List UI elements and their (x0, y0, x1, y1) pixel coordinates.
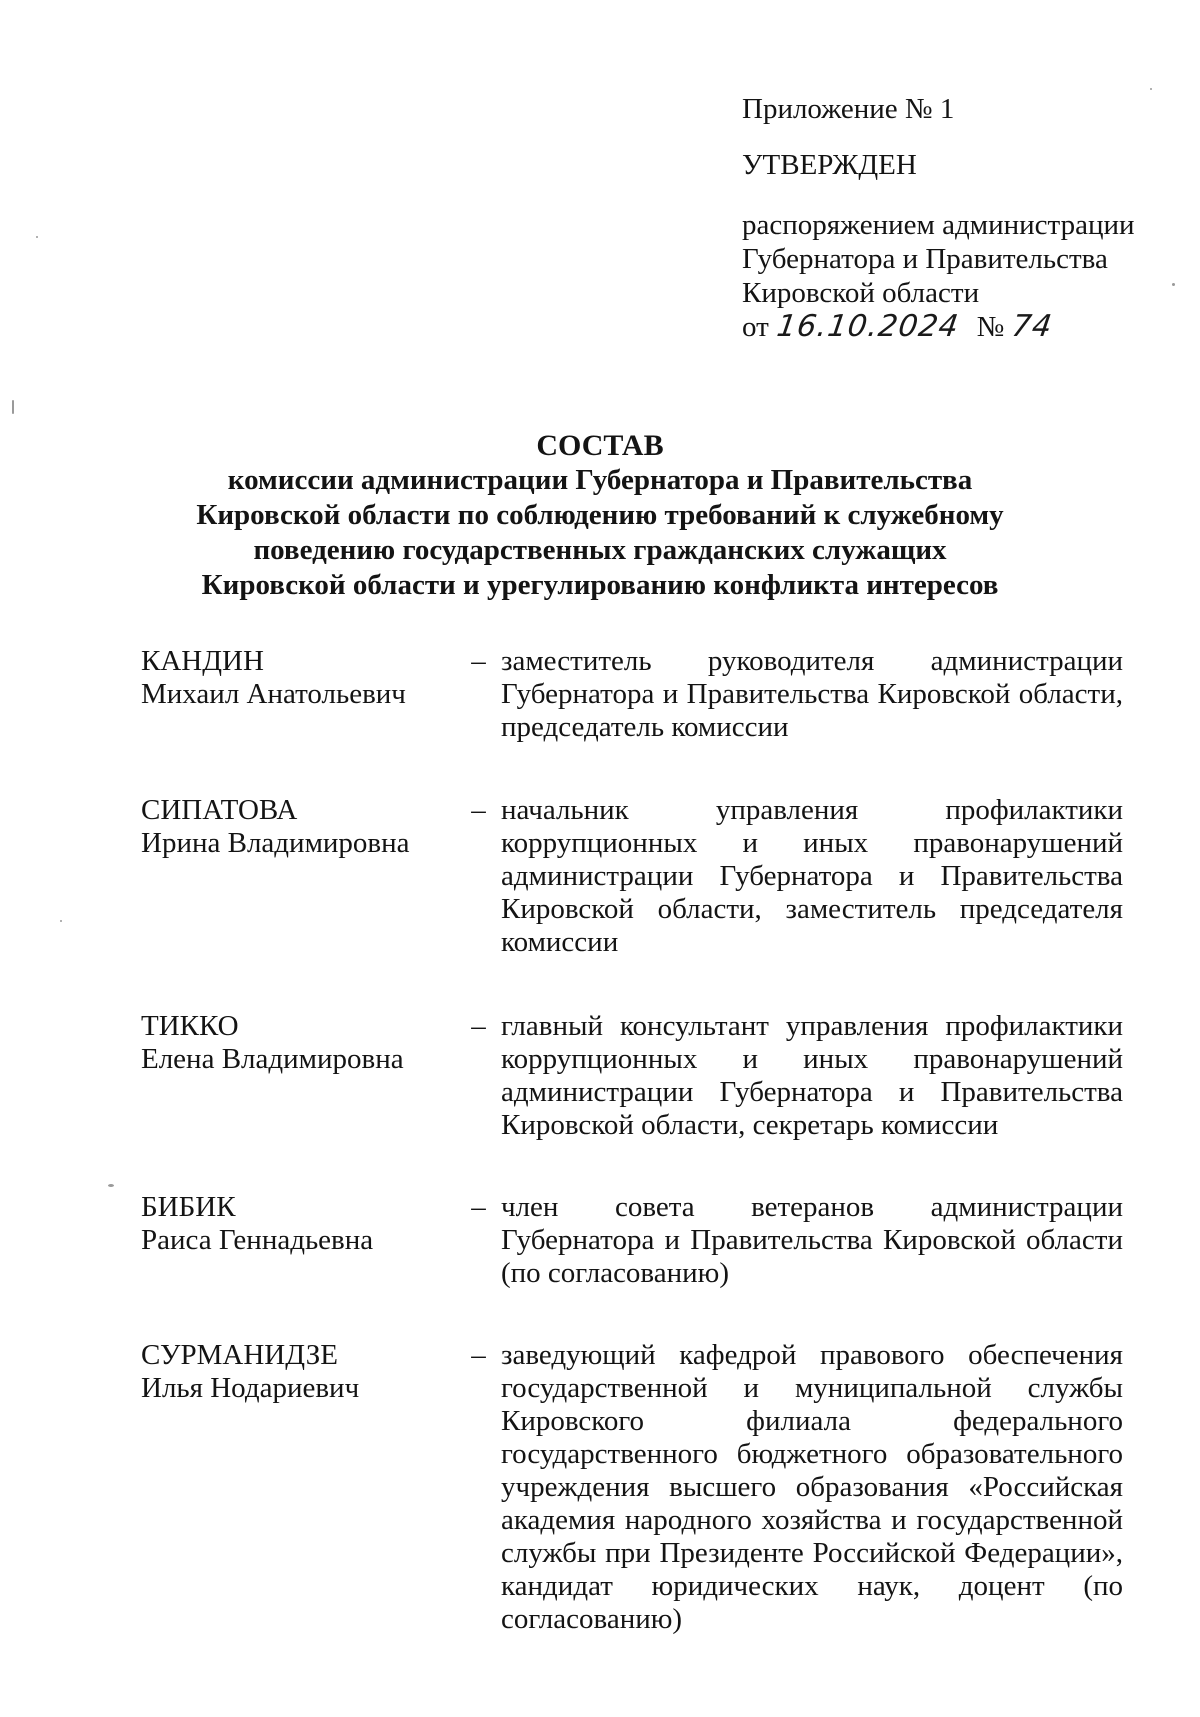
member-surname: ТИККО (141, 1010, 239, 1042)
member-dash: – (471, 1339, 486, 1371)
date-prefix: от (742, 311, 769, 343)
member-name (141, 1191, 456, 1290)
order-line-1: распоряжением администрации (742, 209, 1135, 241)
member-row (141, 1191, 1131, 1290)
member-dash: – (471, 1191, 486, 1223)
title-line-2: Кировской области по соблюдению требований к служебному (196, 499, 1004, 531)
member-surname: КАНДИН (141, 645, 264, 677)
member-role: заместитель руководителя администрации Губернатора и Правительства Кировской области, председатель комиссии (501, 645, 1123, 743)
order-date-line (742, 310, 1142, 344)
member-given-names: Ирина Владимировна (141, 827, 410, 859)
member-given-names: Раиса Геннадьевна (141, 1224, 374, 1256)
scan-speck (1172, 283, 1175, 286)
document-title (150, 428, 1050, 603)
member-surname: СУРМАНИДЗЕ (141, 1339, 338, 1371)
member-row (141, 1339, 1131, 1636)
member-role: член совета ветеранов администрации Губернатора и Правительства Кировской области (по согласованию) (501, 1191, 1123, 1289)
order-line-2: Губернатора и Правительства (742, 243, 1108, 275)
member-surname: СИПАТОВА (141, 794, 298, 826)
title-heading: СОСТАВ (536, 429, 664, 462)
scan-speck (36, 236, 38, 238)
member-name (141, 645, 456, 744)
scan-speck (108, 1184, 114, 1187)
title-line-1: комиссии администрации Губернатора и Правительства (227, 464, 973, 496)
member-name (141, 794, 456, 959)
number-prefix: № (976, 311, 1005, 343)
title-line-4: Кировской области и урегулированию конфликта интересов (201, 569, 999, 601)
member-dash: – (471, 645, 486, 677)
member-surname: БИБИК (141, 1191, 236, 1223)
scan-speck (12, 400, 14, 414)
appendix-label: Приложение № 1 (742, 93, 955, 125)
member-role: главный консультант управления профилактики коррупционных и иных правонарушений администрации Губернатора и Правительства Кировской области, секретарь комиссии (501, 1010, 1123, 1141)
approval-block (742, 92, 1142, 344)
member-row (141, 1010, 1131, 1142)
title-line-3: поведению государственных гражданских служащих (253, 534, 947, 566)
member-dash: – (471, 794, 486, 826)
member-name (141, 1010, 456, 1142)
member-row (141, 645, 1131, 744)
member-row (141, 794, 1131, 959)
order-line-3: Кировской области (742, 277, 980, 309)
handwritten-number: 74 (1009, 309, 1055, 344)
scan-speck (1150, 88, 1152, 90)
member-given-names: Михаил Анатольевич (141, 678, 406, 710)
member-role: начальник управления профилактики коррупционных и иных правонарушений администрации Губернатора и Правительства Кировской области, заместитель председателя комиссии (501, 794, 1123, 958)
member-name (141, 1339, 456, 1636)
member-dash: – (471, 1010, 486, 1042)
approved-label: УТВЕРЖДЕН (742, 149, 917, 181)
scan-speck (60, 920, 62, 922)
member-role: заведующий кафедрой правового обеспечения государственной и муниципальной службы Кировского филиала федерального государственного бюджетного образовательного учреждения высшего образования «Российская академия народного хозяйства и государственной службы при Президенте Российской Федерации», кандидат юридических наук, доцент (по согласованию) (501, 1339, 1123, 1635)
member-given-names: Елена Владимировна (141, 1043, 404, 1075)
members-list (141, 645, 1131, 1636)
handwritten-date: 16.10.2024 (774, 309, 962, 344)
member-given-names: Илья Нодариевич (141, 1372, 360, 1404)
